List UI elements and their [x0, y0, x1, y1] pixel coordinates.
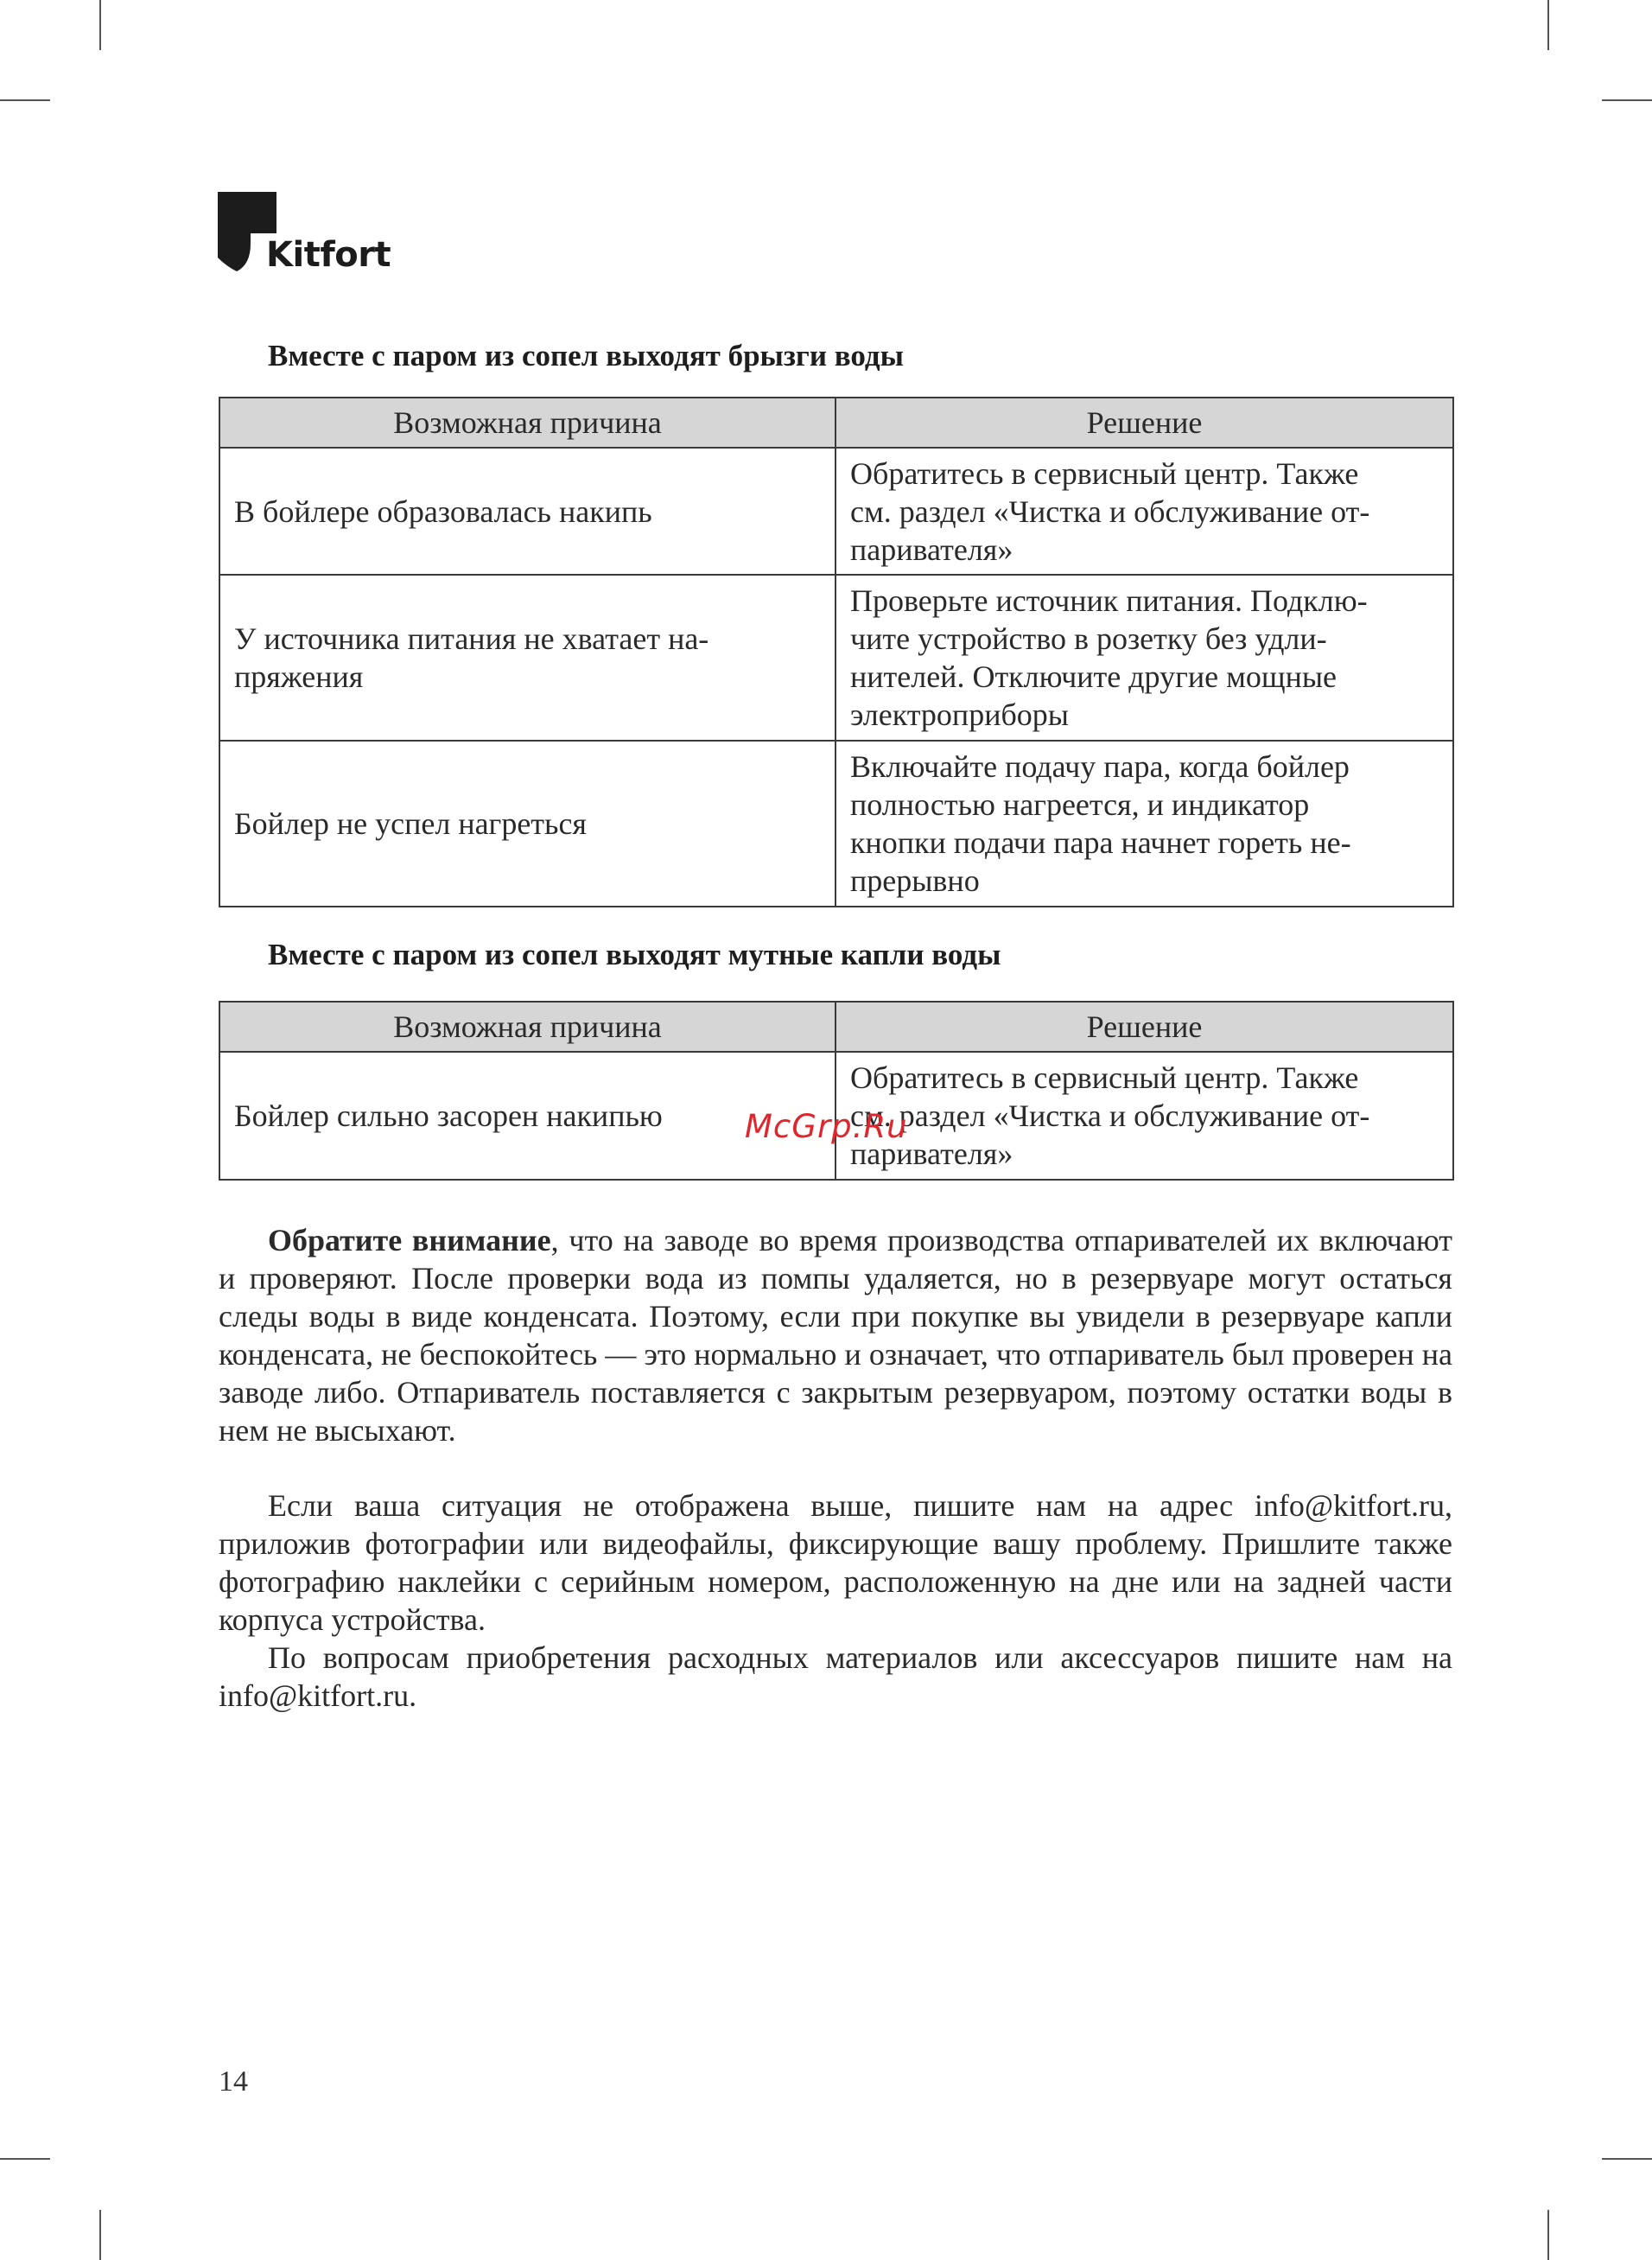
crop-mark [1602, 99, 1652, 101]
solution-cell: Обратитесь в сервисный центр. Также см. раздел «Чистка и обслуживание от- паривателя» [836, 448, 1453, 575]
cause-cell: Бойлер сильно засорен накипью [219, 1052, 836, 1180]
cause-cell: В бойлере образовалась накипь [219, 448, 836, 575]
contact-paragraph: Если ваша ситуация не отображена выше, пишите нам на адрес info@kitfort.ru, приложив фотографии или видеофайлы, фиксирующие вашу проблему. Пришлите также фотографию наклейки с серийным номером, расположенную на дне или на задней части корпуса устройства. [219, 1488, 1452, 1637]
kitfort-logo [218, 192, 391, 274]
table-header-row [219, 398, 1453, 448]
column-header-cause: Возможная причина [219, 1002, 836, 1052]
purchase-paragraph: По вопросам приобретения расходных материалов или аксессуаров пишите нам на info@kitfort.ru. [219, 1640, 1452, 1713]
crop-mark [1602, 2158, 1652, 2160]
crop-mark [0, 99, 50, 101]
crop-mark [1547, 2210, 1549, 2260]
section-heading-cloudy: Вместе с паром из сопел выходят мутные капли воды [268, 938, 1001, 971]
note-emphasis: Обратите внимание [268, 1223, 551, 1257]
cause-cell: Бойлер не успел нагреться [219, 741, 836, 907]
troubleshooting-table-spray [219, 397, 1454, 907]
table-row [219, 448, 1453, 575]
column-header-solution: Решение [836, 398, 1453, 448]
section-heading-spray: Вместе с паром из сопел выходят брызги воды [268, 339, 904, 372]
solution-cell: Проверьте источник питания. Подклю- чите устройство в розетку без удли- нителей. Отключите другие мощные электроприборы [836, 575, 1453, 741]
table-row [219, 741, 1453, 907]
cause-cell: У источника питания не хватает на- пряжения [219, 575, 836, 741]
crop-mark [99, 0, 101, 50]
logo-text: Kitfort [266, 235, 391, 275]
table-header-row [219, 1002, 1453, 1052]
note-paragraph [219, 1221, 1452, 1449]
page-number: 14 [219, 2066, 248, 2098]
troubleshooting-table-cloudy [219, 1001, 1454, 1181]
crop-mark [0, 2158, 50, 2160]
solution-cell: Обратитесь в сервисный центр. Также см. раздел «Чистка и обслуживание от- паривателя» [836, 1052, 1453, 1180]
column-header-solution: Решение [836, 1002, 1453, 1052]
solution-cell: Включайте подачу пара, когда бойлер полностью нагреется, и индикатор кнопки подачи пара начнет гореть не- прерывно [836, 741, 1453, 907]
note-text: , что на заводе во время производства отпаривателей их включают и проверяют. После проверки вода из помпы удаляется, но в резервуаре могут остаться следы воды в виде конденсата. Поэтому, если при покупке вы увидели в резервуаре капли конденсата, не беспокойтесь — это нормально и означает, что отпариватель был проверен на заводе либо. Отпариватель поставляется с закрытым резервуаром, поэтому остатки воды в нем не высыхают. [219, 1223, 1453, 1448]
column-header-cause: Возможная причина [219, 398, 836, 448]
watermark: McGrp.Ru [745, 1108, 908, 1145]
crop-mark [1547, 0, 1549, 50]
crop-mark [99, 2210, 101, 2260]
table-row [219, 575, 1453, 741]
